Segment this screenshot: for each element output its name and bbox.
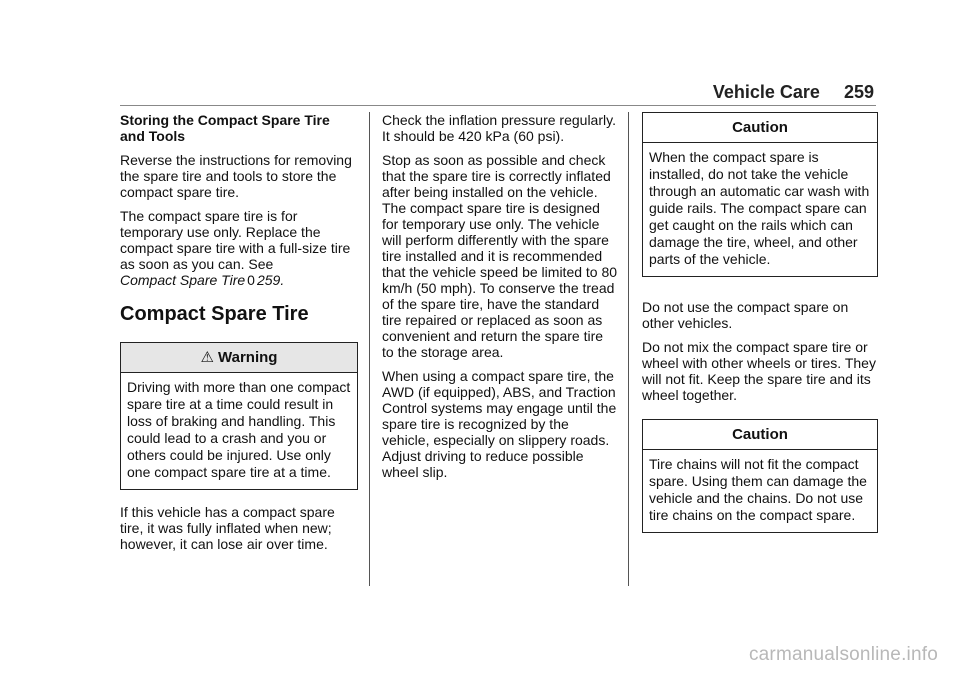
paragraph-text: The compact spare tire is for temporary use only. Replace the compact spare tire with a full-size tire as soon as you can. See [120, 208, 351, 272]
subheading-line-1: Storing the Compact Spare Tire [120, 112, 330, 128]
warning-icon: ⚠ [200, 349, 214, 366]
paragraph [120, 208, 358, 288]
paragraph: Reverse the instructions for removing the spare tire and tools to store the compact spare tire. [120, 152, 352, 200]
warning-body: Driving with more than one compact spare tire at a time could result in loss of braking and handling. This could lead to a crash and you or others could be injured. Use only one compact spare tire at a time. [127, 379, 351, 480]
warning-header [121, 343, 357, 373]
watermark: carmanualsonline.info [748, 644, 938, 665]
column-2 [382, 112, 618, 488]
caution-box-2 [642, 419, 878, 533]
caution-title: Caution [643, 420, 877, 450]
page-header [713, 82, 874, 103]
section-name: Vehicle Care [712, 82, 820, 102]
column-divider-1 [369, 112, 370, 586]
warning-title: Warning [218, 349, 278, 366]
reference-title: Compact Spare Tire [120, 272, 246, 288]
caution-body: Tire chains will not fit the compact spare. Using them can damage the vehicle and the chains. Do not use tire chains on the compact spare. [649, 456, 867, 523]
warning-box [120, 342, 358, 490]
paragraph: Do not use the compact spare on other vehicles. [642, 299, 849, 331]
subheading [120, 112, 358, 144]
column-divider-2 [628, 112, 629, 586]
caution-body: When the compact spare is installed, do not take the vehicle through an automatic car wash with guide rails. The compact spare can get caught on the rails which can damage the tire, wheel, and other parts of the vehicle. [649, 149, 870, 267]
subheading-line-2: and Tools [120, 128, 186, 144]
caution-box-1 [642, 112, 878, 277]
cross-reference-link[interactable]: Compact Spare Tire 0 259. [120, 272, 285, 288]
paragraph: If this vehicle has a compact spare tire, it was fully inflated when new; however, it can lose air over time. [120, 504, 335, 552]
header-divider [120, 105, 876, 106]
paragraph: Check the inflation pressure regularly. It should be 420 kPa (60 psi). [382, 112, 616, 144]
paragraph: When using a compact spare tire, the AWD (if equipped), ABS, and Traction Control systems may engage until the spare tire is recognized by the vehicle, especially on slippery roads. Adjust driving to reduce possible wheel slip. [382, 368, 617, 480]
column-3 [642, 112, 878, 547]
paragraph: Stop as soon as possible and check that the spare tire is correctly inflated after being installed on the vehicle. The compact spare tire is designed for temporary use only. The vehicle will perform differently with the spare tire installed and it is recommended that the vehicle speed be limited to 80 km/h (50 mph). To conserve the tread of the spare tire, have the standard tire repaired or replaced as soon as convenient and return the spare tire to the storage area. [382, 152, 618, 360]
reference-page: 259 [256, 272, 281, 288]
page-reference-icon: 0 [247, 272, 255, 288]
caution-title: Caution [643, 113, 877, 143]
page-number: 259 [843, 82, 874, 102]
section-title: Compact Spare Tire [120, 303, 309, 325]
column-1 [120, 112, 358, 560]
paragraph: Do not mix the compact spare tire or wheel with other wheels or tires. They will not fit. Keep the spare tire and its wheel together. [642, 339, 876, 403]
